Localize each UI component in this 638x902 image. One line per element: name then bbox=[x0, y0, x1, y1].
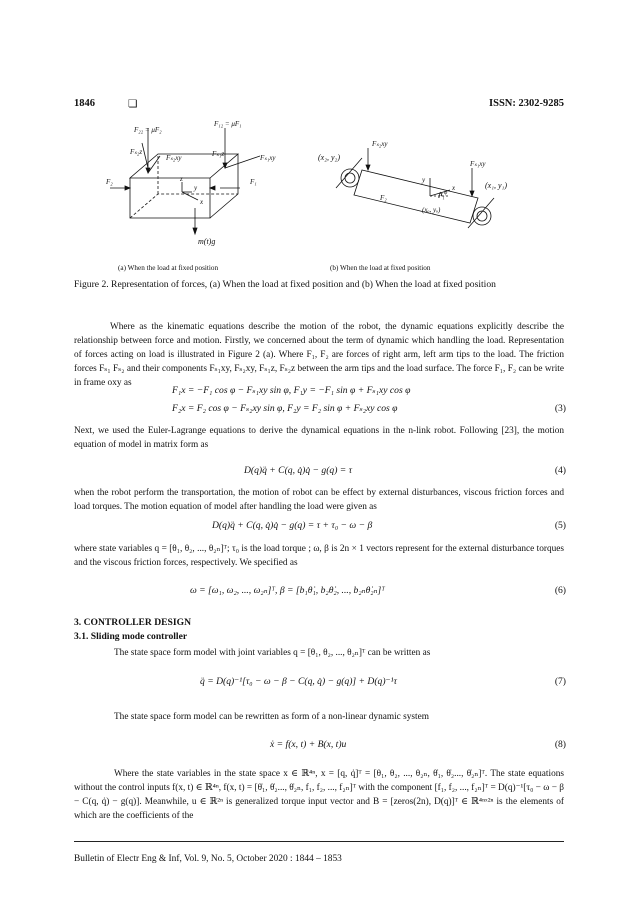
page-number: 1846 bbox=[74, 98, 95, 109]
paragraph-disturbances: when the robot perform the transportation, the motion of robot can be effect by external disturbances, viscous friction forces and load torques. The motion equation of model after handling the load were given as bbox=[74, 488, 564, 512]
label-axis-x: x bbox=[200, 198, 204, 206]
label-fs2xy: Fₛ₂xy bbox=[166, 154, 182, 162]
label-x-b: x bbox=[452, 184, 456, 192]
equation-3a: F₁x = −F₁ cos φ − Fₛ₁xy sin φ, F₁y = −F₁ sin φ + Fₛ₁xy cos φ bbox=[172, 385, 411, 396]
label-f2-b: F₂ bbox=[380, 194, 387, 202]
equation-6-number: (6) bbox=[554, 585, 566, 596]
label-fs1xy: Fₛ₁xy bbox=[260, 154, 276, 162]
equation-6: ω = [ω₁, ω₂, ..., ω₂ₙ]ᵀ, β = [b₁θ̇₁, b₂θ̇₂, ..., b₂ₙθ̇₂ₙ]ᵀ bbox=[190, 585, 385, 596]
paragraph-state-variables: where state variables q = [θ₁, θ₂, ..., θ₂ₙ]ᵀ; τ₀ is the load torque ; ω, β is 2n × 1 vectors represent for the external disturbance torques and the viscous friction forces, respectively. We specified as bbox=[74, 544, 564, 568]
subcaption-a: (a) When the load at fixed position bbox=[118, 264, 219, 272]
label-phi: φ bbox=[444, 190, 448, 196]
equation-7: q̈ = D(q)⁻¹[τ₀ − ω − β − C(q, q̇) − g(q)] + D(q)⁻¹τ bbox=[200, 676, 397, 687]
label-f2: F₂ bbox=[106, 178, 113, 186]
label-axis-z: z bbox=[180, 175, 183, 183]
equation-3b: F₂x = F₂ cos φ − Fₛ₂xy sin φ, F₂y = F₂ sin φ + Fₛ₂xy cos φ bbox=[172, 403, 398, 414]
label-fz2: F₂₂ = μF₂ bbox=[134, 126, 162, 134]
subcaption-b: (b) When the load at fixed position bbox=[330, 264, 431, 272]
equation-5: D(q)q̈ + C(q, q̇)q̇ − g(q) = τ + τ₀ − ω − β bbox=[212, 520, 373, 531]
label-axis-y: y bbox=[194, 184, 198, 192]
figure-caption: Figure 2. Representation of forces, (a) When the load at fixed position and (b) When the load at fixed position bbox=[74, 279, 496, 290]
square-icon: ❏ bbox=[128, 99, 138, 110]
paragraph-state-space: The state space form model with joint variables q = [θ₁, θ₂, ..., θ₂ₙ]ᵀ can be written as bbox=[114, 648, 431, 658]
label-fs1z: Fₛ₁z bbox=[212, 150, 225, 158]
equation-3-number: (3) bbox=[554, 403, 566, 414]
label-p1: (x₁, y₁) bbox=[485, 181, 507, 190]
load-box-diagram bbox=[110, 128, 260, 234]
paragraph-euler-lagrange: Next, we used the Euler-Lagrange equations to derive the dynamical equations in the n-link robot. Following [23], the motion equation of model in matrix form as bbox=[74, 426, 564, 450]
issn: ISSN: 2302-9285 bbox=[489, 98, 564, 109]
label-fs2z: Fₛ₂z bbox=[130, 148, 143, 156]
label-fs1xy-b: Fₛ₁xy bbox=[470, 160, 486, 168]
label-f1: F₁ bbox=[250, 178, 257, 186]
label-fz1: F₁₂ = μF₁ bbox=[214, 120, 242, 128]
section-heading-3: 3. CONTROLLER DESIGN bbox=[74, 617, 192, 628]
equation-8: ẋ = f(x, t) + B(x, t)u bbox=[270, 739, 347, 750]
equation-7-number: (7) bbox=[554, 676, 566, 687]
label-center: (xₒ, yₒ) bbox=[422, 206, 441, 214]
equation-5-number: (5) bbox=[554, 520, 566, 531]
section-heading-3-1: 3.1. Sliding mode controller bbox=[74, 631, 188, 642]
label-f1-b: F₁ bbox=[438, 192, 445, 200]
force-figure bbox=[100, 108, 550, 283]
equation-4: D(q)q̈ + C(q, q̇)q̇ − g(q) = τ bbox=[244, 465, 353, 476]
label-fs2xy-b: Fₛ₂xy bbox=[372, 140, 388, 148]
paragraph-nonlinear: The state space form model can be rewritten as form of a non-linear dynamic system bbox=[114, 712, 429, 722]
footer-rule bbox=[74, 841, 564, 842]
paragraph-state-definitions: Where the state variables in the state space x ∈ ℝ⁴ⁿ, x = [q, q̇]ᵀ = [θ₁, θ₂, ..., θ₂ₙ, θ̇₁, θ̇₂..., θ̇₂ₙ]ᵀ. The state equations without the control inputs f(x, t) ∈ ℝ⁴ⁿ, f(x, t) = [θ̇₁, θ̇₂..., θ̇₂ₙ, f₁, f₂, ..., f₂ₙ]ᵀ with the component [f₁, f₂, ..., f₂ₙ]ᵀ = D(q)⁻¹[τ₀ − ω − β − C(q, q̇) − g(q)]. Meanwhile, u ∈ ℝ²ⁿ is generalized torque input vector and B = [zeros(2n), D(q)]ᵀ ∈ ℝ⁴ⁿˣ²ⁿ is the elements of which are the coefficients of the bbox=[74, 769, 564, 821]
footer-citation: Bulletin of Electr Eng & Inf, Vol. 9, No. 5, October 2020 : 1844 – 1853 bbox=[74, 854, 342, 864]
paragraph-dynamics: Where as the kinematic equations describe the motion of the robot, the dynamic equations explicitly describe the relationship between force and motion. Firstly, we concerned about the term of dynamic which handling the load. Representation of forces acting on load is illustrated in Figure 2 (a). Where F₁, F₂ are forces of right arm, left arm tips to the load. The friction forces Fₛ₁ Fₛ₂ and their components Fₛ₁xy, Fₛ₂xy, Fₛ₁z, Fₛ₂z between the arm tips and the load surface. The force F₁, F₂ can be write in frame oxy as bbox=[74, 322, 564, 388]
equation-8-number: (8) bbox=[554, 739, 566, 750]
equation-4-number: (4) bbox=[554, 465, 566, 476]
label-mg: m(t)g bbox=[198, 237, 216, 246]
label-p2: (x₂, y₂) bbox=[318, 153, 340, 162]
label-y-b: y bbox=[422, 176, 426, 184]
